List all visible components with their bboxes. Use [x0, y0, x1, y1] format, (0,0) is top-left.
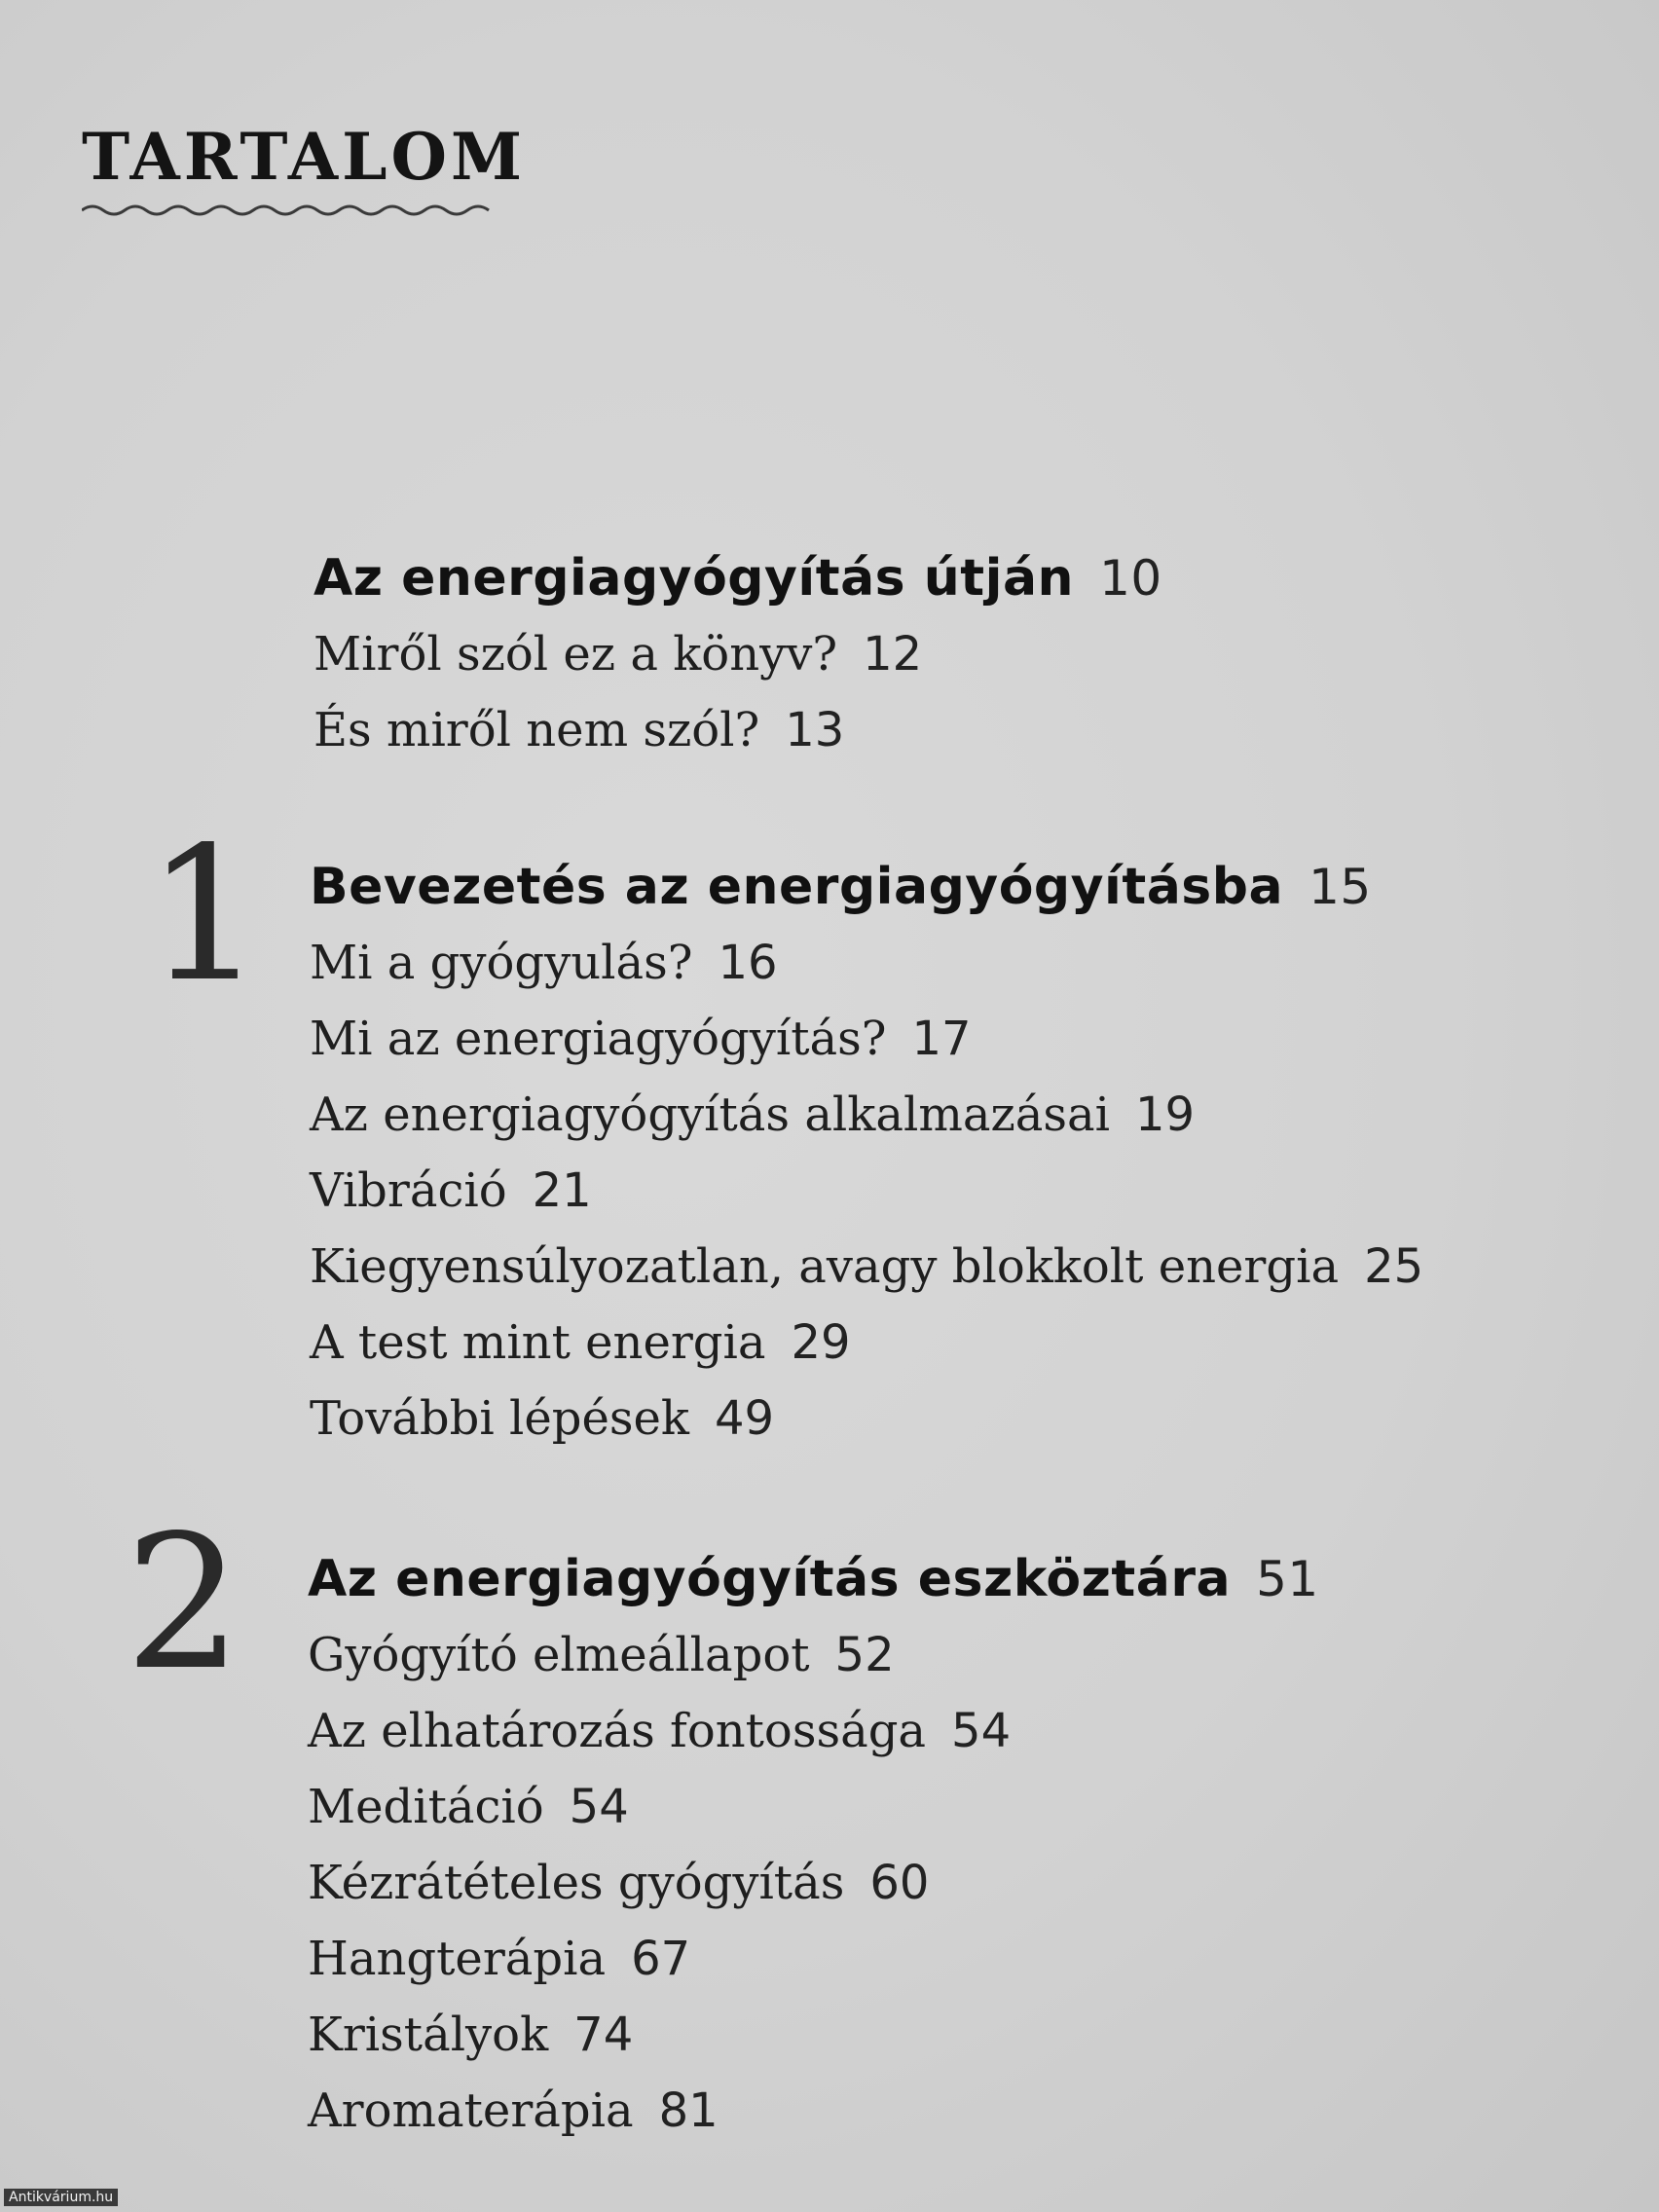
toc-page-number: 21 [532, 1163, 592, 1218]
toc-entry-heading[interactable] [313, 540, 1162, 616]
toc-page-number: 19 [1134, 1088, 1196, 1142]
toc-page-number: 74 [573, 2008, 634, 2062]
toc-entry-label: Hangterápia [308, 1932, 607, 1986]
toc-entry[interactable] [310, 1229, 1423, 1305]
toc-page-number: 10 [1099, 550, 1162, 607]
toc-page-number: 52 [834, 1628, 895, 1682]
toc-entry-label: A test mint energia [310, 1315, 766, 1370]
toc-entry-label: És miről nem szól? [313, 703, 760, 757]
page-title: TARTALOM [82, 119, 527, 195]
toc-entry-label: Miről szól ez a könyv? [313, 627, 838, 682]
toc-entry-label: Az energiagyógyítás útján [313, 549, 1075, 608]
toc-entry[interactable] [313, 692, 1162, 768]
toc-entry-heading[interactable] [308, 1541, 1319, 1617]
toc-entry-heading[interactable] [310, 849, 1423, 925]
toc-page-number: 29 [791, 1315, 851, 1370]
toc-entry-label: Kézrátételes gyógyítás [308, 1856, 845, 1910]
toc-entry[interactable] [308, 1921, 1319, 1997]
toc-page-number: 13 [785, 703, 845, 757]
toc-page-number: 49 [715, 1391, 775, 1446]
toc-entry-label: Aromaterápia [308, 2083, 634, 2138]
toc-page-number: 54 [951, 1704, 1012, 1758]
toc-page-number: 17 [911, 1012, 972, 1066]
toc-entry-label: További lépések [310, 1391, 689, 1446]
toc-entry-label: Az energiagyógyítás eszköztára [308, 1550, 1232, 1608]
chapter-1-entries [310, 849, 1423, 1456]
toc-entry-label: Mi a gyógyulás? [310, 936, 693, 990]
wavy-underline [82, 201, 497, 220]
toc-entry[interactable] [310, 925, 1423, 1001]
toc-entry[interactable] [308, 1845, 1319, 1921]
toc-entry[interactable] [308, 1997, 1319, 2073]
toc-page-number: 60 [869, 1856, 930, 1910]
toc-page-number: 15 [1309, 859, 1372, 915]
toc-entry[interactable] [308, 2073, 1319, 2149]
chapter-number: 2 [125, 1495, 239, 1711]
chapter-2-entries [308, 1541, 1319, 2149]
toc-page-number: 25 [1364, 1239, 1424, 1294]
source-watermark: Antikvárium.hu [4, 2189, 118, 2206]
toc-entry-label: Kiegyensúlyozatlan, avagy blokkolt energia [310, 1239, 1340, 1294]
toc-entry[interactable] [313, 616, 1162, 692]
toc-entry-label: Vibráció [310, 1163, 507, 1218]
toc-entry[interactable] [310, 1001, 1423, 1077]
toc-page-number: 16 [718, 936, 778, 990]
toc-page-number: 12 [863, 627, 923, 682]
toc-entry-label: Az energiagyógyítás alkalmazásai [310, 1088, 1110, 1142]
toc-entry-label: Kristályok [308, 2008, 549, 2062]
chapter-number: 1 [146, 807, 260, 1022]
wavy-underline-path [82, 206, 489, 214]
toc-entry[interactable] [310, 1153, 1423, 1229]
toc-page-number: 54 [569, 1780, 629, 1834]
toc-entry[interactable] [310, 1077, 1423, 1153]
toc-entry-label: Bevezetés az energiagyógyításba [310, 858, 1284, 916]
toc-entry[interactable] [308, 1617, 1319, 1693]
toc-page-number: 67 [631, 1932, 691, 1986]
toc-entry[interactable] [308, 1769, 1319, 1845]
intro-entries [313, 540, 1162, 768]
toc-entry-label: Meditáció [308, 1780, 544, 1834]
toc-entry[interactable] [310, 1381, 1423, 1456]
toc-page-number: 51 [1256, 1551, 1319, 1607]
toc-entry[interactable] [310, 1305, 1423, 1381]
toc-entry-label: Mi az energiagyógyítás? [310, 1012, 887, 1066]
toc-entry[interactable] [308, 1693, 1319, 1769]
toc-entry-label: Gyógyító elmeállapot [308, 1628, 810, 1682]
toc-entry-label: Az elhatározás fontossága [308, 1704, 927, 1758]
toc-page-number: 81 [658, 2083, 719, 2138]
